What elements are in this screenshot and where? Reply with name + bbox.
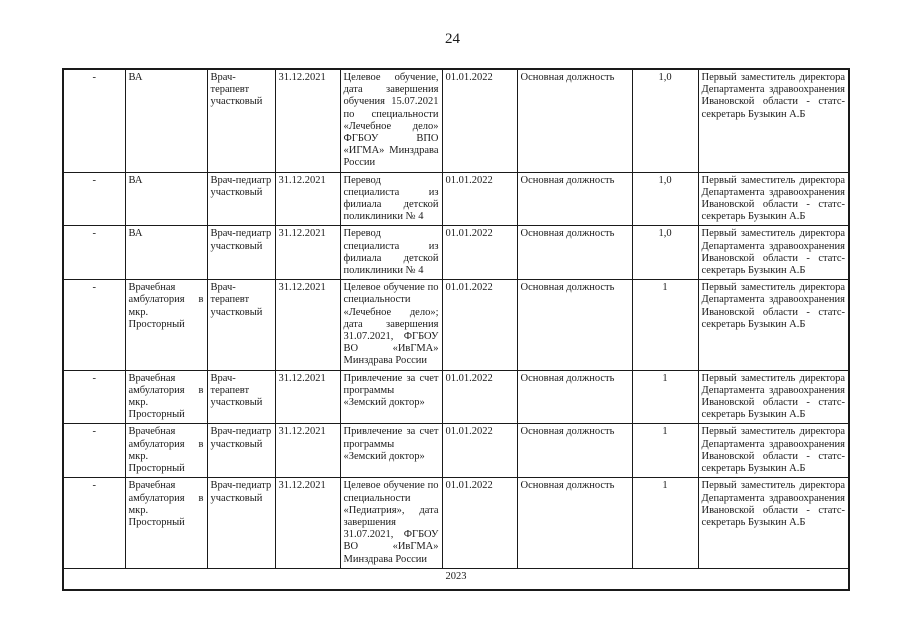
staffing-report-table	[62, 68, 850, 591]
cell-date-end: 31.12.2021	[275, 69, 340, 172]
cell-employment-type: Основная должность	[517, 69, 632, 172]
cell-reason: Привлечение за счет программы «Земский доктор»	[340, 370, 442, 424]
cell-date-start: 01.01.2022	[442, 280, 517, 370]
cell-number: -	[63, 478, 125, 568]
cell-organization: Врачебная амбулатория в мкр. Просторный	[125, 370, 207, 424]
table-row	[63, 424, 849, 478]
cell-employment-type: Основная должность	[517, 172, 632, 226]
cell-date-end: 31.12.2021	[275, 226, 340, 280]
table-footer-year: 2023	[63, 568, 849, 590]
cell-reason: Перевод специалиста из филиала детской поликлиники № 4	[340, 226, 442, 280]
cell-rate: 1	[632, 424, 698, 478]
page-number: 24	[445, 31, 460, 47]
cell-rate: 1	[632, 478, 698, 568]
cell-date-end: 31.12.2021	[275, 280, 340, 370]
cell-number: -	[63, 69, 125, 172]
cell-approver: Первый заместитель директора Департамента здравоохранения Ивановской области - статс-секретарь Бузыкин А.Б	[698, 226, 849, 280]
cell-position: Врач-терапевт участковый	[207, 370, 275, 424]
cell-position: Врач-педиатр участковый	[207, 172, 275, 226]
cell-rate: 1,0	[632, 172, 698, 226]
cell-organization: Врачебная амбулатория в мкр. Просторный	[125, 280, 207, 370]
cell-number: -	[63, 370, 125, 424]
cell-employment-type: Основная должность	[517, 370, 632, 424]
cell-rate: 1	[632, 370, 698, 424]
cell-date-end: 31.12.2021	[275, 478, 340, 568]
cell-date-end: 31.12.2021	[275, 370, 340, 424]
cell-position: Врач-педиатр участковый	[207, 478, 275, 568]
cell-date-end: 31.12.2021	[275, 424, 340, 478]
cell-approver: Первый заместитель директора Департамента здравоохранения Ивановской области - статс-секретарь Бузыкин А.Б	[698, 370, 849, 424]
cell-number: -	[63, 226, 125, 280]
cell-approver: Первый заместитель директора Департамента здравоохранения Ивановской области - статс-секретарь Бузыкин А.Б	[698, 69, 849, 172]
cell-date-start: 01.01.2022	[442, 478, 517, 568]
cell-position: Врач-терапевт участковый	[207, 69, 275, 172]
cell-position: Врач-педиатр участковый	[207, 424, 275, 478]
cell-approver: Первый заместитель директора Департамента здравоохранения Ивановской области - статс-секретарь Бузыкин А.Б	[698, 172, 849, 226]
cell-rate: 1,0	[632, 69, 698, 172]
cell-date-end: 31.12.2021	[275, 172, 340, 226]
cell-date-start: 01.01.2022	[442, 172, 517, 226]
cell-organization: ВА	[125, 69, 207, 172]
cell-date-start: 01.01.2022	[442, 226, 517, 280]
cell-reason: Целевое обучение по специальности «Педиатрия», дата завершения 31.07.2021, ФГБОУ ВО «ИвГМА» Минздрава России	[340, 478, 442, 568]
cell-reason: Перевод специалиста из филиала детской поликлиники № 4	[340, 172, 442, 226]
table-row	[63, 69, 849, 172]
table-row	[63, 478, 849, 568]
cell-date-start: 01.01.2022	[442, 424, 517, 478]
cell-organization: ВА	[125, 172, 207, 226]
cell-approver: Первый заместитель директора Департамента здравоохранения Ивановской области - статс-секретарь Бузыкин А.Б	[698, 424, 849, 478]
cell-date-start: 01.01.2022	[442, 69, 517, 172]
cell-organization: ВА	[125, 226, 207, 280]
cell-approver: Первый заместитель директора Департамента здравоохранения Ивановской области - статс-секретарь Бузыкин А.Б	[698, 280, 849, 370]
cell-employment-type: Основная должность	[517, 280, 632, 370]
cell-employment-type: Основная должность	[517, 424, 632, 478]
cell-employment-type: Основная должность	[517, 478, 632, 568]
cell-organization: Врачебная амбулатория в мкр. Просторный	[125, 478, 207, 568]
cell-reason: Целевое обучение по специальности «Лечебное дело»; дата завершения 31.07.2021, ФГБОУ ВО «ИвГМА» Минздрава России	[340, 280, 442, 370]
table-row	[63, 172, 849, 226]
cell-position: Врач-педиатр участковый	[207, 226, 275, 280]
cell-reason: Привлечение за счет программы «Земский доктор»	[340, 424, 442, 478]
table-footer-row	[63, 568, 849, 590]
cell-rate: 1,0	[632, 226, 698, 280]
cell-number: -	[63, 172, 125, 226]
cell-approver: Первый заместитель директора Департамента здравоохранения Ивановской области - статс-секретарь Бузыкин А.Б	[698, 478, 849, 568]
cell-reason: Целевое обучение, дата завершения обучения 15.07.2021 по специальности «Лечебное дело» ФГБОУ ВПО «ИГМА» Минздрава России	[340, 69, 442, 172]
cell-position: Врач-терапевт участковый	[207, 280, 275, 370]
cell-organization: Врачебная амбулатория в мкр. Просторный	[125, 424, 207, 478]
cell-employment-type: Основная должность	[517, 226, 632, 280]
cell-date-start: 01.01.2022	[442, 370, 517, 424]
cell-rate: 1	[632, 280, 698, 370]
cell-number: -	[63, 424, 125, 478]
table-row	[63, 370, 849, 424]
cell-number: -	[63, 280, 125, 370]
table-row	[63, 280, 849, 370]
table-row	[63, 226, 849, 280]
